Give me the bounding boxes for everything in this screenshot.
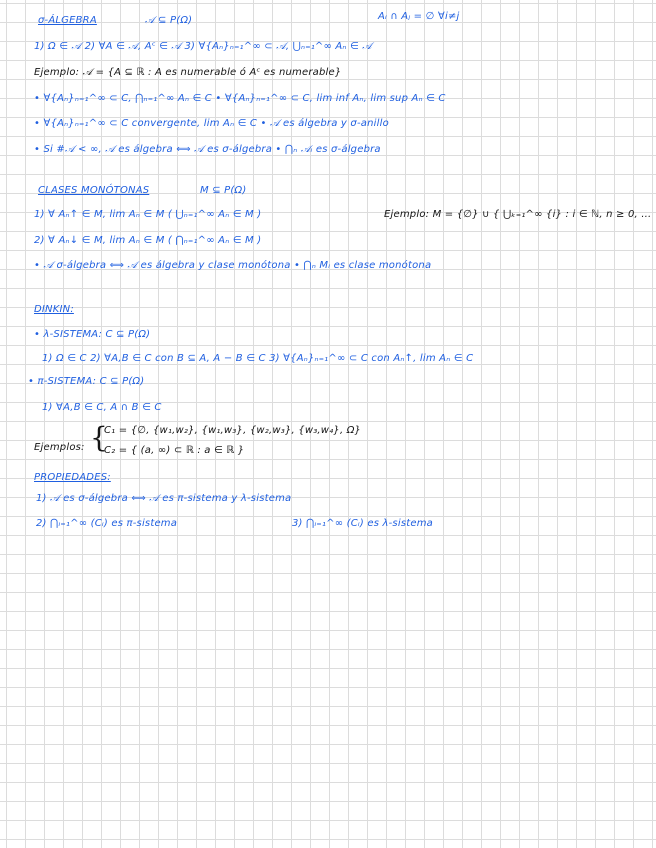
lambda-system-axioms: 1) Ω ∈ C 2) ∀A,B ∈ C con B ⊆ A, A − B ∈ C 3) ∀{Aₙ}ₙ₌₁^∞ ⊂ C con Aₙ↑, lim Aₙ ∈ C bbox=[42, 353, 474, 364]
monotone-note: • 𝒜 σ-álgebra ⟺ 𝒜 es álgebra y clase monótona • ⋂ₙ Mᵢ es clase monótona bbox=[34, 260, 432, 271]
sigma-property-line-3: • Si #𝒜 < ∞, 𝒜 es álgebra ⟺ 𝒜 es σ-álgebra • ⋂ₙ 𝒜ᵢ es σ-álgebra bbox=[34, 144, 381, 155]
properties-title: PROPIEDADES: bbox=[34, 472, 111, 483]
dynkin-property-3: 3) ⋂ᵢ₌₁^∞ (Cᵢ) es λ-sistema bbox=[292, 518, 433, 529]
dynkin-example-1: C₁ = {∅, {w₁,w₂}, {w₁,w₃}, {w₂,w₃}, {w₃,w₄}, Ω} bbox=[104, 425, 362, 436]
examples-label: Ejemplos: bbox=[34, 442, 85, 453]
examples-brace: { bbox=[90, 421, 108, 454]
sigma-algebra-example: Ejemplo: 𝒜 = {A ⊆ ℝ : A es numerable ó Aᶜ es numerable} bbox=[34, 67, 342, 78]
monotone-example: Ejemplo: M = {∅} ∪ { ⋃ₖ₌₁^∞ {i} : i ∈ ℕ, n ≥ 0, … bbox=[384, 209, 652, 220]
monotone-class-title: CLASES MONÓTONAS bbox=[38, 185, 150, 196]
pi-system-axioms: 1) ∀A,B ∈ C, A ∩ B ∈ C bbox=[42, 402, 162, 413]
sigma-property-line-1: • ∀{Aₙ}ₙ₌₁^∞ ⊂ C, ⋂ₙ₌₁^∞ Aₙ ∈ C • ∀{Aₙ}ₙ₌₁^∞ ⊂ C, lim inf Aₙ, lim sup Aₙ ∈ C bbox=[34, 93, 446, 104]
dynkin-property-1: 1) 𝒜 es σ-álgebra ⟺ 𝒜 es π-sistema y λ-sistema bbox=[36, 493, 292, 504]
sigma-algebra-axioms: 1) Ω ∈ 𝒜 2) ∀A ∈ 𝒜, Aᶜ ∈ 𝒜 3) ∀{Aₙ}ₙ₌₁^∞ ⊂ 𝒜, ⋃ₙ₌₁^∞ Aₙ ∈ 𝒜 bbox=[34, 41, 372, 52]
monotone-class-definition: M ⊆ P(Ω) bbox=[200, 185, 247, 196]
lambda-system-title: • λ-SISTEMA: C ⊆ P(Ω) bbox=[34, 329, 151, 340]
sigma-algebra-title: σ-ÁLGEBRA bbox=[38, 15, 97, 26]
dynkin-example-2: C₂ = { (a, ∞) ⊂ ℝ : a ∈ ℝ } bbox=[104, 445, 245, 456]
monotone-axiom-1: 1) ∀ Aₙ↑ ∈ M, lim Aₙ ∈ M ( ⋃ₙ₌₁^∞ Aₙ ∈ M ) bbox=[34, 209, 262, 220]
pi-system-title: • π-SISTEMA: C ⊆ P(Ω) bbox=[28, 376, 145, 387]
sigma-algebra-definition: 𝒜 ⊆ P(Ω) bbox=[145, 15, 193, 26]
dynkin-title: DINKIN: bbox=[34, 304, 74, 315]
dynkin-property-2: 2) ⋂ᵢ₌₁^∞ (Cᵢ) es π-sistema bbox=[36, 518, 178, 529]
monotone-axiom-2: 2) ∀ Aₙ↓ ∈ M, lim Aₙ ∈ M ( ⋂ₙ₌₁^∞ Aₙ ∈ M ) bbox=[34, 235, 262, 246]
disjoint-note: Aᵢ ∩ Aⱼ = ∅ ∀i≠j bbox=[378, 11, 460, 22]
sigma-property-line-2: • ∀{Aₙ}ₙ₌₁^∞ ⊂ C convergente, lim Aₙ ∈ C • 𝒜 es álgebra y σ-anillo bbox=[34, 118, 389, 129]
